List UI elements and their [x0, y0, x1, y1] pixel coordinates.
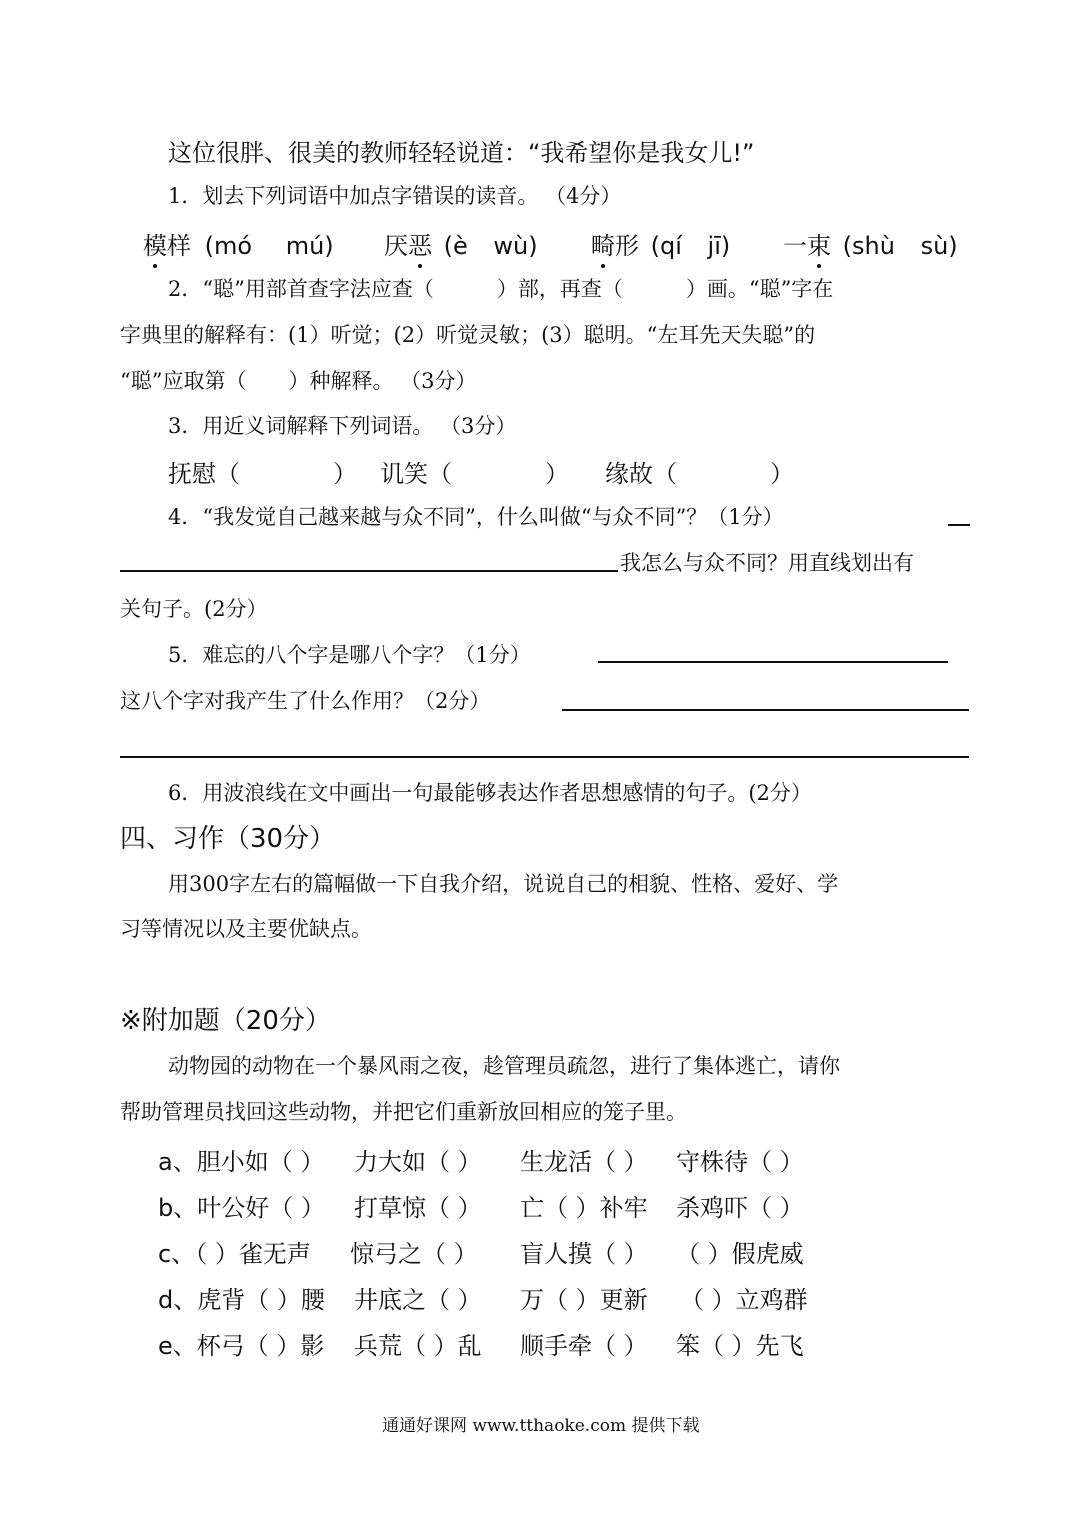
idiom-e-3: 顺手牵（ ）	[520, 1332, 648, 1360]
idiom-b-4: 杀鸡吓（ ）	[676, 1194, 804, 1222]
q3-word-3-close: ）	[770, 460, 794, 488]
answer-blank-short[interactable]	[948, 524, 970, 526]
idiom-a-1: a、胆小如（ ）	[158, 1148, 325, 1176]
idiom-c-4: （ ）假虎威	[676, 1240, 804, 1268]
idiom-d-2: 井底之（ ）	[354, 1286, 482, 1314]
composition-line-2: 习等情况以及主要优缺点。	[120, 917, 372, 941]
question-2-line-3: “聪”应取第（ ）种解释。 （3分）	[120, 369, 477, 393]
idiom-b-3: 亡（ ）补牢	[520, 1194, 648, 1222]
pinyin-option-b: sù)	[920, 232, 958, 260]
dotted-char: 束	[807, 226, 831, 261]
dotted-char: 恶	[408, 226, 432, 261]
idiom-b-2: 打草惊（ ）	[354, 1194, 482, 1222]
q1-item-1	[143, 226, 334, 261]
pinyin-option-a: (qí	[650, 232, 682, 260]
idiom-a-4: 守株待（ ）	[676, 1148, 804, 1176]
q1-item-4	[783, 226, 958, 261]
q1-item-2	[384, 226, 538, 261]
pinyin-option-a: (shù	[842, 232, 895, 260]
q3-word-1-close: ）	[333, 460, 357, 488]
idiom-a-3: 生龙活（ ）	[520, 1148, 648, 1176]
q3-word-2-close: ）	[545, 460, 569, 488]
question-4-line-2: 我怎么与众不同？用直线划出有	[620, 551, 914, 575]
question-1: 1．划去下列词语中加点字错误的读音。 （4分）	[168, 184, 622, 208]
question-2-line-2: 字典里的解释有：(1）听觉；(2）听觉灵敏；(3）聪明。“左耳先天失聪”的	[120, 323, 816, 347]
idiom-e-4: 笨（ ）先飞	[676, 1332, 804, 1360]
dotted-char: 畸	[591, 226, 615, 261]
composition-line-1: 用300字左右的篇幅做一下自我介绍，说说自己的相貌、性格、爱好、学	[168, 872, 839, 896]
answer-blank[interactable]	[120, 756, 969, 758]
answer-blank[interactable]	[120, 570, 618, 572]
idiom-d-4: （ ）立鸡群	[680, 1286, 808, 1314]
idiom-d-1: d、虎背（ ）腰	[158, 1286, 325, 1314]
idiom-d-3: 万（ ）更新	[520, 1286, 648, 1314]
question-4-line-1: 4．“我发觉自己越来越与众不同”，什么叫做“与众不同”？（1分）	[168, 505, 784, 529]
word-rest: 形	[615, 232, 639, 260]
dotted-char: 模	[143, 226, 167, 261]
question-5-line-2: 这八个字对我产生了什么作用？（2分）	[120, 689, 491, 713]
question-5-line-1: 5．难忘的八个字是哪八个字？（1分）	[168, 643, 531, 667]
pinyin-option-b: jī)	[707, 232, 731, 260]
question-4-line-3: 关句子。(2分）	[120, 597, 268, 621]
q3-word-1: 抚慰（	[168, 460, 240, 488]
word-plain: 一	[783, 232, 807, 260]
question-6: 6．用波浪线在文中画出一句最能够表达作者思想感情的句子。(2分）	[168, 781, 812, 805]
idiom-a-2: 力大如（ ）	[354, 1148, 482, 1176]
idiom-c-1: c、（ ）雀无声	[158, 1240, 311, 1268]
pinyin-option-b: wù)	[493, 232, 538, 260]
idiom-b-1: b、叶公好（ ）	[158, 1194, 325, 1222]
intro-sentence: 这位很胖、很美的教师轻轻说道：“我希望你是我女儿!”	[168, 139, 755, 167]
q3-word-3: 缘故（	[605, 460, 677, 488]
idiom-c-3: 盲人摸（ ）	[520, 1240, 648, 1268]
bonus-line-1: 动物园的动物在一个暴风雨之夜，趁管理员疏忽，进行了集体逃亡，请你	[168, 1054, 840, 1078]
q3-word-2: 讥笑（	[380, 460, 452, 488]
question-2-line-1: 2．“聪”用部首查字法应查（ ）部，再查（ ）画。“聪”字在	[168, 277, 834, 301]
idiom-e-1: e、杯弓（ ）影	[158, 1332, 325, 1360]
pinyin-option-b: mú)	[285, 232, 334, 260]
question-3: 3．用近义词解释下列词语。 （3分）	[168, 414, 517, 438]
q1-item-3	[591, 226, 730, 261]
section-heading-bonus: ※附加题（20分）	[120, 1006, 331, 1036]
idiom-e-2: 兵荒（ ）乱	[354, 1332, 482, 1360]
pinyin-option-a: (mó	[204, 232, 253, 260]
idiom-c-2: 惊弓之（ ）	[350, 1240, 478, 1268]
bonus-line-2: 帮助管理员找回这些动物，并把它们重新放回相应的笼子里。	[120, 1100, 687, 1124]
section-heading-composition: 四、习作（30分）	[120, 824, 336, 854]
footer-credit: 通通好课网 www.tthaoke.com 提供下载	[382, 1416, 700, 1436]
answer-blank[interactable]	[598, 661, 948, 663]
answer-blank[interactable]	[562, 709, 969, 711]
word-plain: 厌	[384, 232, 408, 260]
word-rest: 样	[167, 232, 191, 260]
pinyin-option-a: (è	[443, 232, 468, 260]
